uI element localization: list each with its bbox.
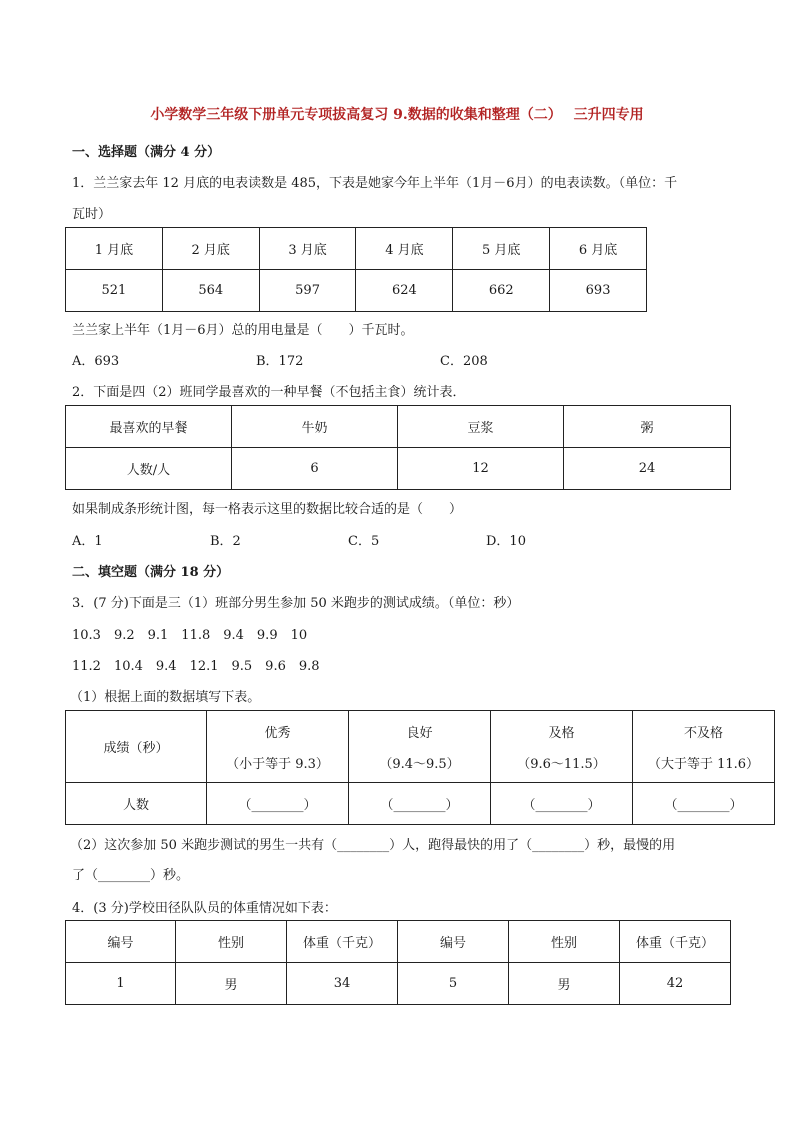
table-cell: 1 月底 — [66, 228, 163, 270]
section-1-heading: 一、选择题（满分 4 分） — [72, 145, 221, 160]
table-cell: 体重（千克） — [620, 921, 731, 963]
grade-range: （小于等于 9.3） — [226, 756, 329, 772]
answer-blank[interactable]: （________） — [491, 783, 633, 825]
table-cell: 6 — [232, 448, 398, 490]
table-cell: 34 — [287, 963, 398, 1005]
table-cell: 42 — [620, 963, 731, 1005]
q3-grade-table — [65, 710, 775, 825]
table-cell: 2 月底 — [162, 228, 259, 270]
table-cell: 597 — [259, 270, 356, 312]
q1-option-b[interactable]: B．172 — [256, 354, 304, 369]
table-cell: 粥 — [564, 406, 731, 448]
q2-option-d[interactable]: D．10 — [486, 534, 526, 549]
table-cell: 4 月底 — [356, 228, 453, 270]
page-title: 小学数学三年级下册单元专项拔高复习 9.数据的收集和整理（二） 三升四专用 — [150, 107, 644, 123]
q3-sub2-line2: 了（________）秒。 — [72, 868, 190, 883]
q3-text: 3．(7 分)下面是三（1）班部分男生参加 50 米跑步的测试成绩。（单位：秒） — [72, 596, 520, 611]
table-cell: 6 月底 — [550, 228, 647, 270]
grade-range: （大于等于 11.6） — [647, 756, 760, 772]
answer-blank[interactable]: （________） — [349, 783, 491, 825]
table-row — [66, 270, 647, 312]
q3-data-line2: 11.2 10.4 9.4 12.1 9.5 9.6 9.8 — [72, 659, 320, 674]
table-cell: 性别 — [509, 921, 620, 963]
table-cell: 成绩（秒） — [66, 711, 207, 783]
table-cell: 521 — [66, 270, 163, 312]
table-cell: 人数/人 — [66, 448, 232, 490]
grade-name: 不及格 — [683, 725, 723, 741]
q2-option-c[interactable]: C．5 — [348, 534, 380, 549]
table-cell: 豆浆 — [398, 406, 564, 448]
table-row — [66, 228, 647, 270]
table-cell: 人数 — [66, 783, 207, 825]
q3-sub1: （1）根据上面的数据填写下表。 — [70, 690, 261, 705]
q1-option-c[interactable]: C．208 — [440, 354, 488, 369]
table-cell: 编号 — [66, 921, 176, 963]
q2-question: 如果制成条形统计图，每一格表示这里的数据比较合适的是（ ） — [72, 502, 463, 517]
grade-range: （9.4～9.5） — [379, 756, 460, 772]
table-cell: 1 — [66, 963, 176, 1005]
answer-blank[interactable]: （________） — [633, 783, 775, 825]
table-cell: 3 月底 — [259, 228, 356, 270]
table-row — [66, 783, 775, 825]
table-cell — [491, 711, 633, 783]
grade-name: 优秀 — [264, 725, 291, 741]
table-cell: 5 月底 — [453, 228, 550, 270]
grade-name: 及格 — [548, 725, 575, 741]
q4-weight-table — [65, 920, 731, 1005]
table-cell: 男 — [176, 963, 287, 1005]
table-cell: 最喜欢的早餐 — [66, 406, 232, 448]
q1-question: 兰兰家上半年（1月－6月）总的用电量是（ ）千瓦时。 — [72, 323, 414, 338]
table-cell: 564 — [162, 270, 259, 312]
table-cell: 693 — [550, 270, 647, 312]
table-row — [66, 963, 731, 1005]
grade-name: 良好 — [406, 725, 433, 741]
q2-breakfast-table — [65, 405, 731, 490]
q1-text-line1: 1．兰兰家去年 12 月底的电表读数是 485，下表是她家今年上半年（1月－6月）的电表读数。（单位：千 — [72, 176, 678, 191]
table-row — [66, 448, 731, 490]
q2-option-b[interactable]: B．2 — [210, 534, 241, 549]
table-cell: 男 — [509, 963, 620, 1005]
answer-blank[interactable]: （________） — [207, 783, 349, 825]
q3-sub2-line1: （2）这次参加 50 米跑步测试的男生一共有（________）人，跑得最快的用了（________）秒，最慢的用 — [70, 838, 676, 853]
table-cell: 624 — [356, 270, 453, 312]
q1-meter-table — [65, 227, 647, 312]
table-cell — [207, 711, 349, 783]
q1-option-a[interactable]: A．693 — [72, 354, 120, 369]
table-row — [66, 406, 731, 448]
table-cell: 662 — [453, 270, 550, 312]
q2-text: 2．下面是四（2）班同学最喜欢的一种早餐（不包括主食）统计表． — [72, 385, 466, 400]
q3-data-line1: 10.3 9.2 9.1 11.8 9.4 9.9 10 — [72, 628, 308, 643]
table-cell: 体重（千克） — [287, 921, 398, 963]
table-cell — [633, 711, 775, 783]
table-cell: 性别 — [176, 921, 287, 963]
table-cell: 12 — [398, 448, 564, 490]
table-cell: 5 — [398, 963, 509, 1005]
table-row — [66, 921, 731, 963]
table-cell: 编号 — [398, 921, 509, 963]
q1-text-line2: 瓦时） — [72, 207, 112, 222]
table-cell: 牛奶 — [232, 406, 398, 448]
table-cell: 24 — [564, 448, 731, 490]
q2-option-a[interactable]: A．1 — [72, 534, 103, 549]
table-row — [66, 711, 775, 783]
grade-range: （9.6～11.5） — [517, 756, 606, 772]
table-cell — [349, 711, 491, 783]
q4-text: 4．(3 分)学校田径队队员的体重情况如下表： — [72, 901, 337, 916]
section-2-heading: 二、填空题（满分 18 分） — [72, 565, 230, 580]
